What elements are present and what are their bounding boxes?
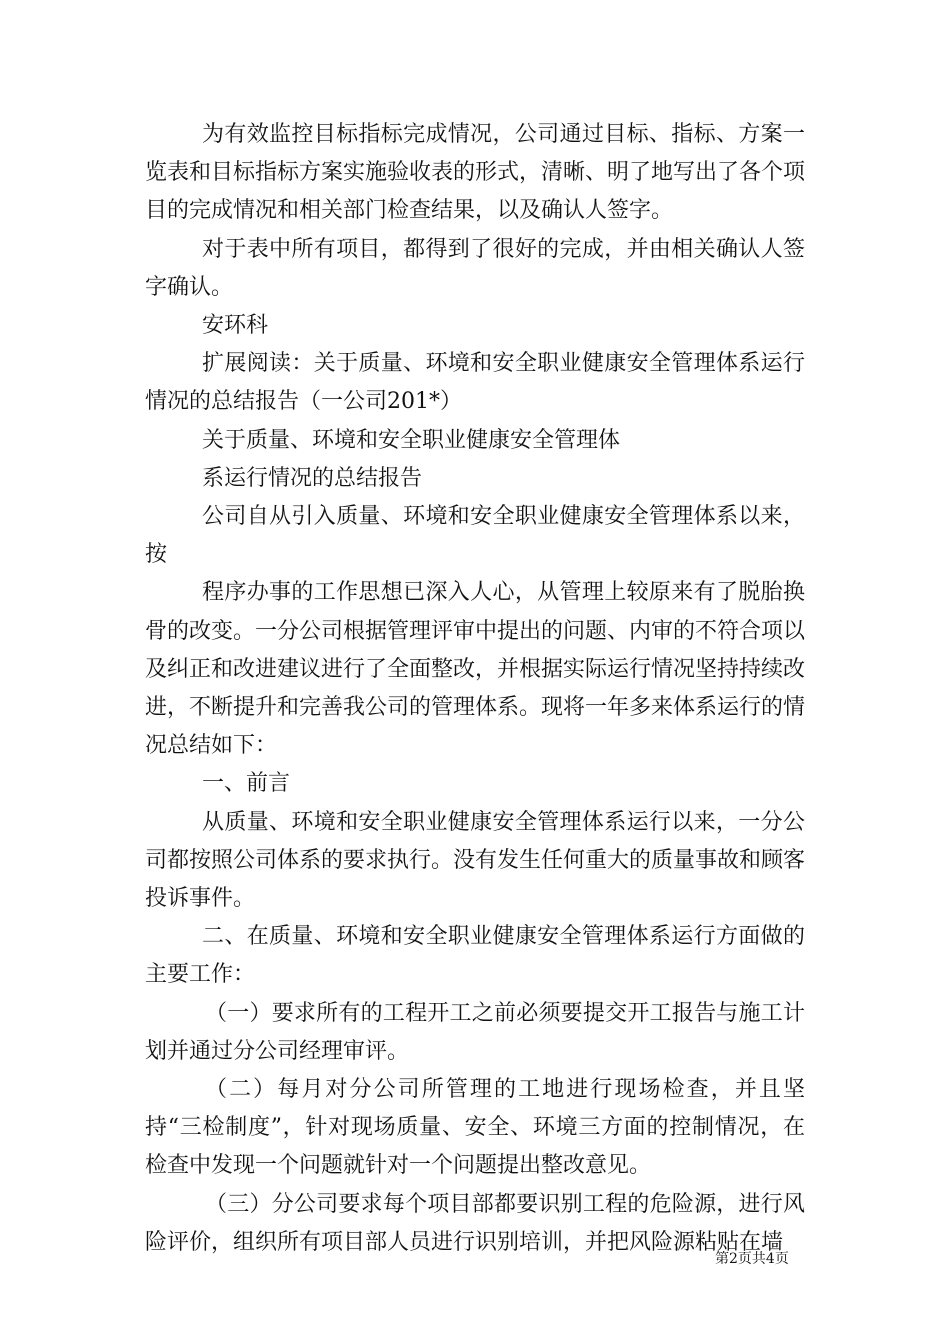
page-number: 第2页共4页 xyxy=(715,1251,789,1267)
list-item-3: （三）分公司要求每个项目部都要识别工程的危险源，进行风险评价，组织所有项目部人员进行识别培训，并把风险源粘贴在墙 xyxy=(145,1191,805,1255)
paragraph-intro: 公司自从引入质量、环境和安全职业健康安全管理体系以来，按 xyxy=(145,504,805,568)
section-heading-preface: 一、前言 xyxy=(202,771,291,797)
list-item-2: （二）每月对分公司所管理的工地进行现场检查，并且坚持“三检制度”，针对现场质量、安全、环境三方面的控制情况，在检查中发现一个问题就针对一个问题提出整改意见。 xyxy=(145,1077,805,1179)
section-heading-main-work: 二、在质量、环境和安全职业健康安全管理体系运行方面做的主要工作： xyxy=(145,924,805,988)
paragraph-1: 为有效监控目标指标完成情况，公司通过目标、指标、方案一览表和目标指标方案实施验收表的形式，清晰、明了地写出了各个项目的完成情况和相关部门检查结果，以及确认人签字。 xyxy=(145,122,806,224)
report-title-line-2: 系运行情况的总结报告 xyxy=(202,465,423,491)
paragraph-preface: 从质量、环境和安全职业健康安全管理体系运行以来，一分公司都按照公司体系的要求执行。没有发生任何重大的质量事故和顾客投诉事件。 xyxy=(145,809,806,912)
document-body xyxy=(145,116,805,1262)
paragraph-2: 对于表中所有项目，都得到了很好的完成，并由相关确认人签字确认。 xyxy=(145,236,805,300)
list-item-1: （一）要求所有的工程开工之前必须要提交开工报告与施工计划并通过分公司经理审评。 xyxy=(145,1000,805,1064)
paragraph-signature: 安环科 xyxy=(202,313,269,339)
paragraph-extended-reading: 扩展阅读：关于质量、环境和安全职业健康安全管理体系运行情况的总结报告（一公司201*） xyxy=(145,351,805,415)
paragraph-intro-continued: 程序办事的工作思想已深入人心，从管理上较原来有了脱胎换骨的改变。一分公司根据管理评审中提出的问题、内审的不符合项以及纠正和改进建议进行了全面整改，并根据实际运行情况坚持持续改进，不断提升和完善我公司的管理体系。现将一年多来体系运行的情况总结如下： xyxy=(145,580,806,759)
report-title-line-1: 关于质量、环境和安全职业健康安全管理体 xyxy=(202,427,621,453)
